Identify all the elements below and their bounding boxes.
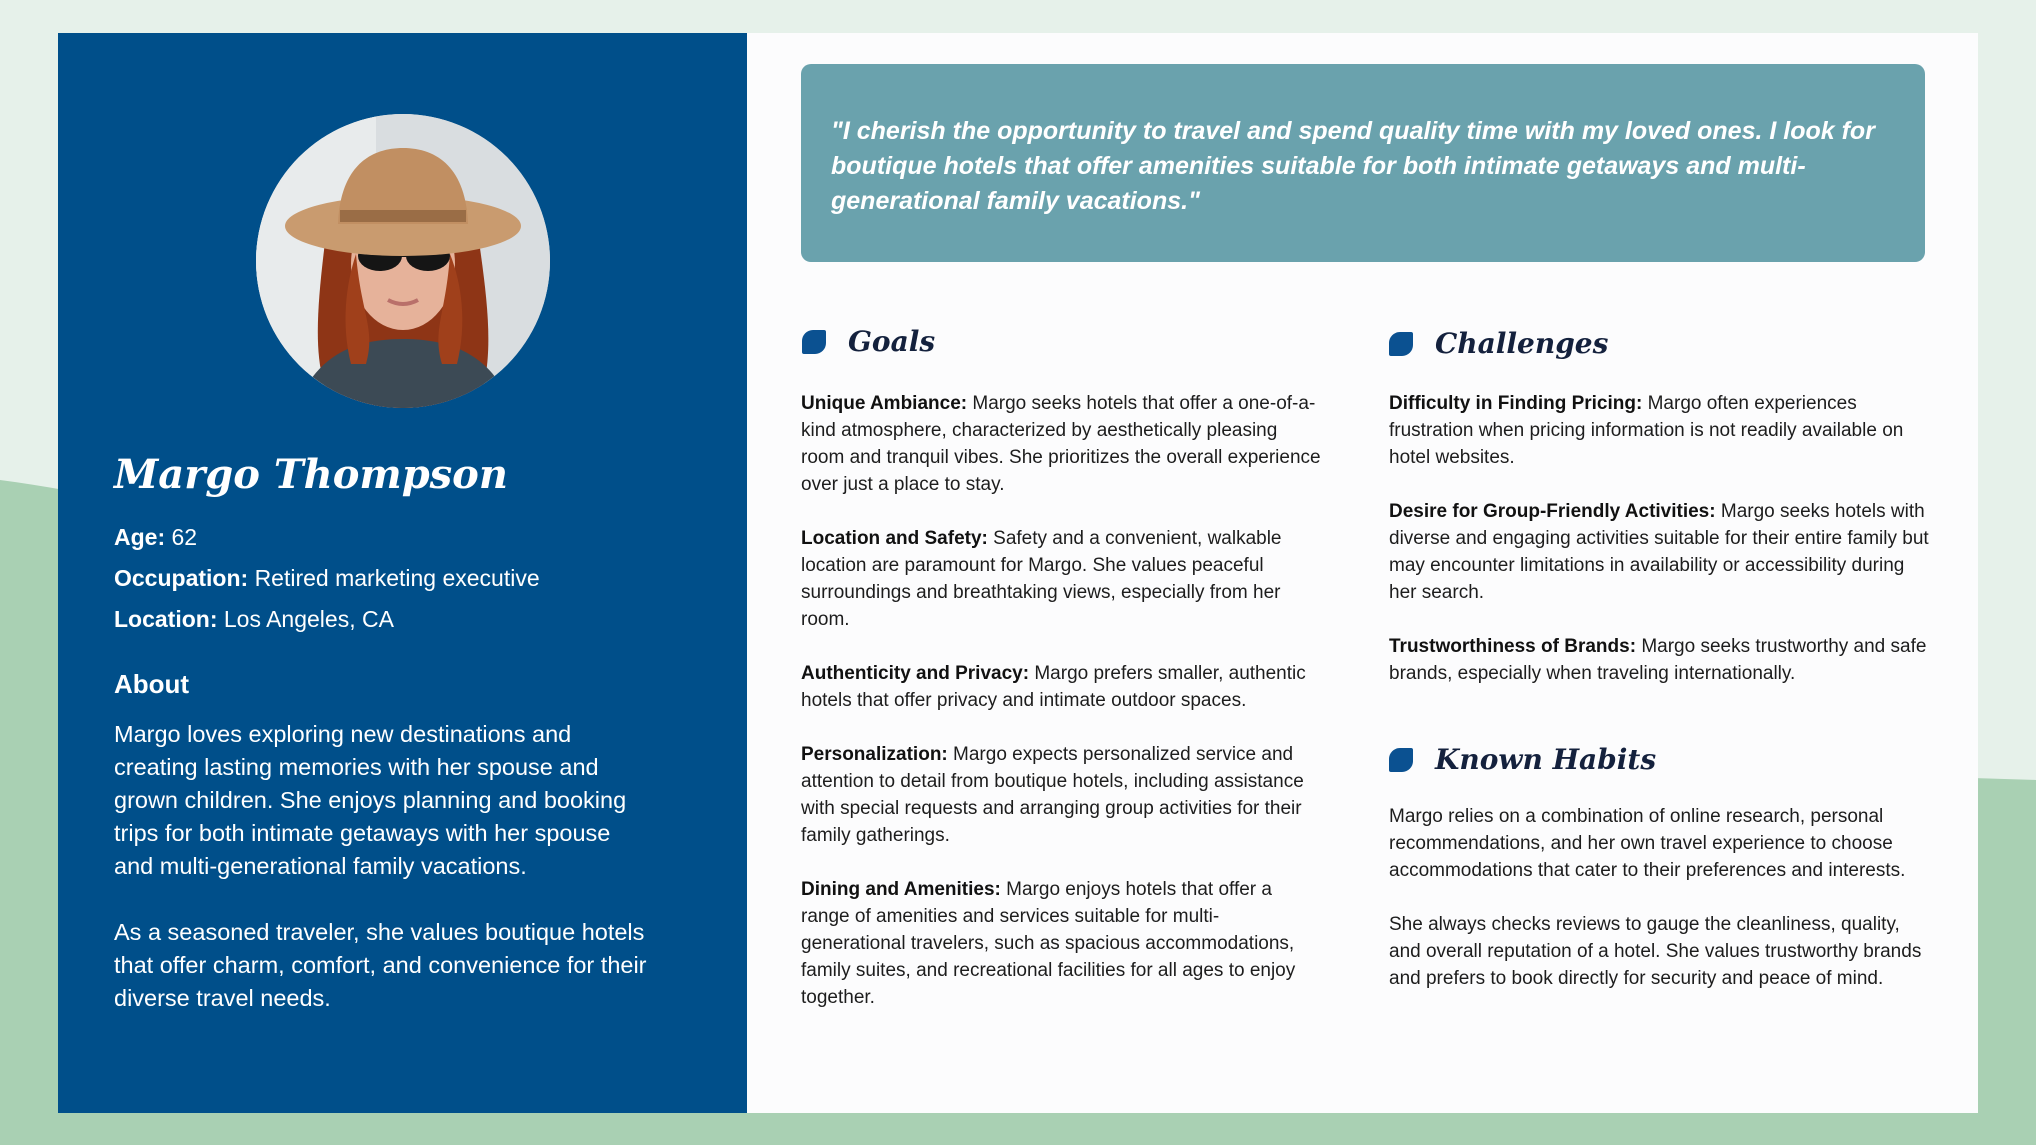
challenge-text: Margo seeks trustworthy and safe brands, especially when traveling internationally. <box>1389 636 1927 684</box>
habit-paragraph: Margo relies on a combination of online research, personal recommendations, and her own travel experience to choose accommodations that cater to their preferences and interests. <box>1389 806 1906 881</box>
challenge-item <box>1389 498 1929 606</box>
leaf-icon <box>802 330 826 354</box>
goal-label: Personalization: <box>801 744 948 765</box>
goal-text: Safety and a convenient, walkable location are paramount for Margo. She values peaceful surroundings and breathtaking views, especially from her room. <box>801 528 1282 630</box>
about-paragraph: Margo loves exploring new destinations and creating lasting memories with her spouse and grown children. She enjoys planning and booking trips for both intimate getaways with her spouse and multi-generational family vacations. <box>114 721 627 879</box>
challenge-label: Trustworthiness of Brands: <box>1389 636 1637 657</box>
persona-name: Margo Thompson <box>114 451 508 498</box>
profile-panel <box>58 33 747 1113</box>
goal-label: Location and Safety: <box>801 528 988 549</box>
location-row <box>114 599 540 640</box>
goal-item <box>801 390 1321 498</box>
goal-text: Margo enjoys hotels that offer a range of amenities and services suitable for multi-generational travelers, such as spacious accommodations, family suites, and recreational facilities for all ages to enjoy together. <box>801 879 1296 1008</box>
habits-heading <box>1389 743 1656 776</box>
age-row <box>114 517 540 558</box>
persona-facts <box>114 517 540 640</box>
challenges-heading-text: Challenges <box>1435 327 1609 360</box>
leaf-icon <box>1389 748 1413 772</box>
goals-list <box>801 390 1321 1038</box>
about-heading: About <box>114 669 190 699</box>
challenge-text: Margo seeks hotels with diverse and engaging activities suitable for their entire family but may encounter limitations in availability or accessibility during her search. <box>1389 501 1929 603</box>
challenge-item <box>1389 390 1929 471</box>
profile-photo <box>256 114 550 408</box>
persona-card <box>58 33 1978 1113</box>
goal-item <box>801 660 1321 714</box>
habits-text <box>1389 803 1929 1019</box>
occupation-label: Occupation: <box>114 565 249 591</box>
age-label: Age: <box>114 524 166 550</box>
habit-paragraph: She always checks reviews to gauge the cleanliness, quality, and overall reputation of a hotel. She values trustworthy brands and prefers to book directly for security and peace of mind. <box>1389 914 1922 989</box>
about-text <box>114 718 654 1048</box>
about-paragraph: As a seasoned traveler, she values boutique hotels that offer charm, comfort, and convenience for their diverse travel needs. <box>114 919 647 1011</box>
challenge-item <box>1389 633 1929 687</box>
goal-label: Unique Ambiance: <box>801 393 968 414</box>
leaf-icon <box>1389 332 1413 356</box>
goal-label: Authenticity and Privacy: <box>801 663 1030 684</box>
goal-label: Dining and Amenities: <box>801 879 1001 900</box>
challenge-label: Difficulty in Finding Pricing: <box>1389 393 1643 414</box>
goal-item <box>801 741 1321 849</box>
habits-heading-text: Known Habits <box>1435 743 1657 776</box>
persona-quote: "I cherish the opportunity to travel and spend quality time with my loved ones. I look for boutique hotels that offer amenities suitable for both intimate getaways and multi-generational family vacations." <box>801 64 1925 262</box>
location-value: Los Angeles, CA <box>223 606 394 632</box>
goal-item <box>801 525 1321 633</box>
location-label: Location: <box>114 606 218 632</box>
goal-text: Margo expects personalized service and attention to detail from boutique hotels, including assistance with special requests and arranging group activities for their family gatherings. <box>801 744 1304 846</box>
occupation-value: Retired marketing executive <box>254 565 540 591</box>
challenges-list <box>1389 390 1929 714</box>
goal-text: Margo prefers smaller, authentic hotels that offer privacy and intimate outdoor spaces. <box>801 663 1306 711</box>
age-value: 62 <box>171 524 198 550</box>
goal-item <box>801 876 1321 1011</box>
occupation-row <box>114 558 540 599</box>
challenge-label: Desire for Group-Friendly Activities: <box>1389 501 1716 522</box>
goals-heading-text: Goals <box>848 325 936 358</box>
challenge-text: Margo often experiences frustration when pricing information is not readily available on hotel websites. <box>1389 393 1904 468</box>
challenges-heading <box>1389 327 1608 360</box>
goals-heading <box>802 325 935 358</box>
goal-text: Margo seeks hotels that offer a one-of-a-kind atmosphere, characterized by aesthetically pleasing room and tranquil vibes. She prioritizes the overall experience over just a place to stay. <box>801 393 1321 495</box>
